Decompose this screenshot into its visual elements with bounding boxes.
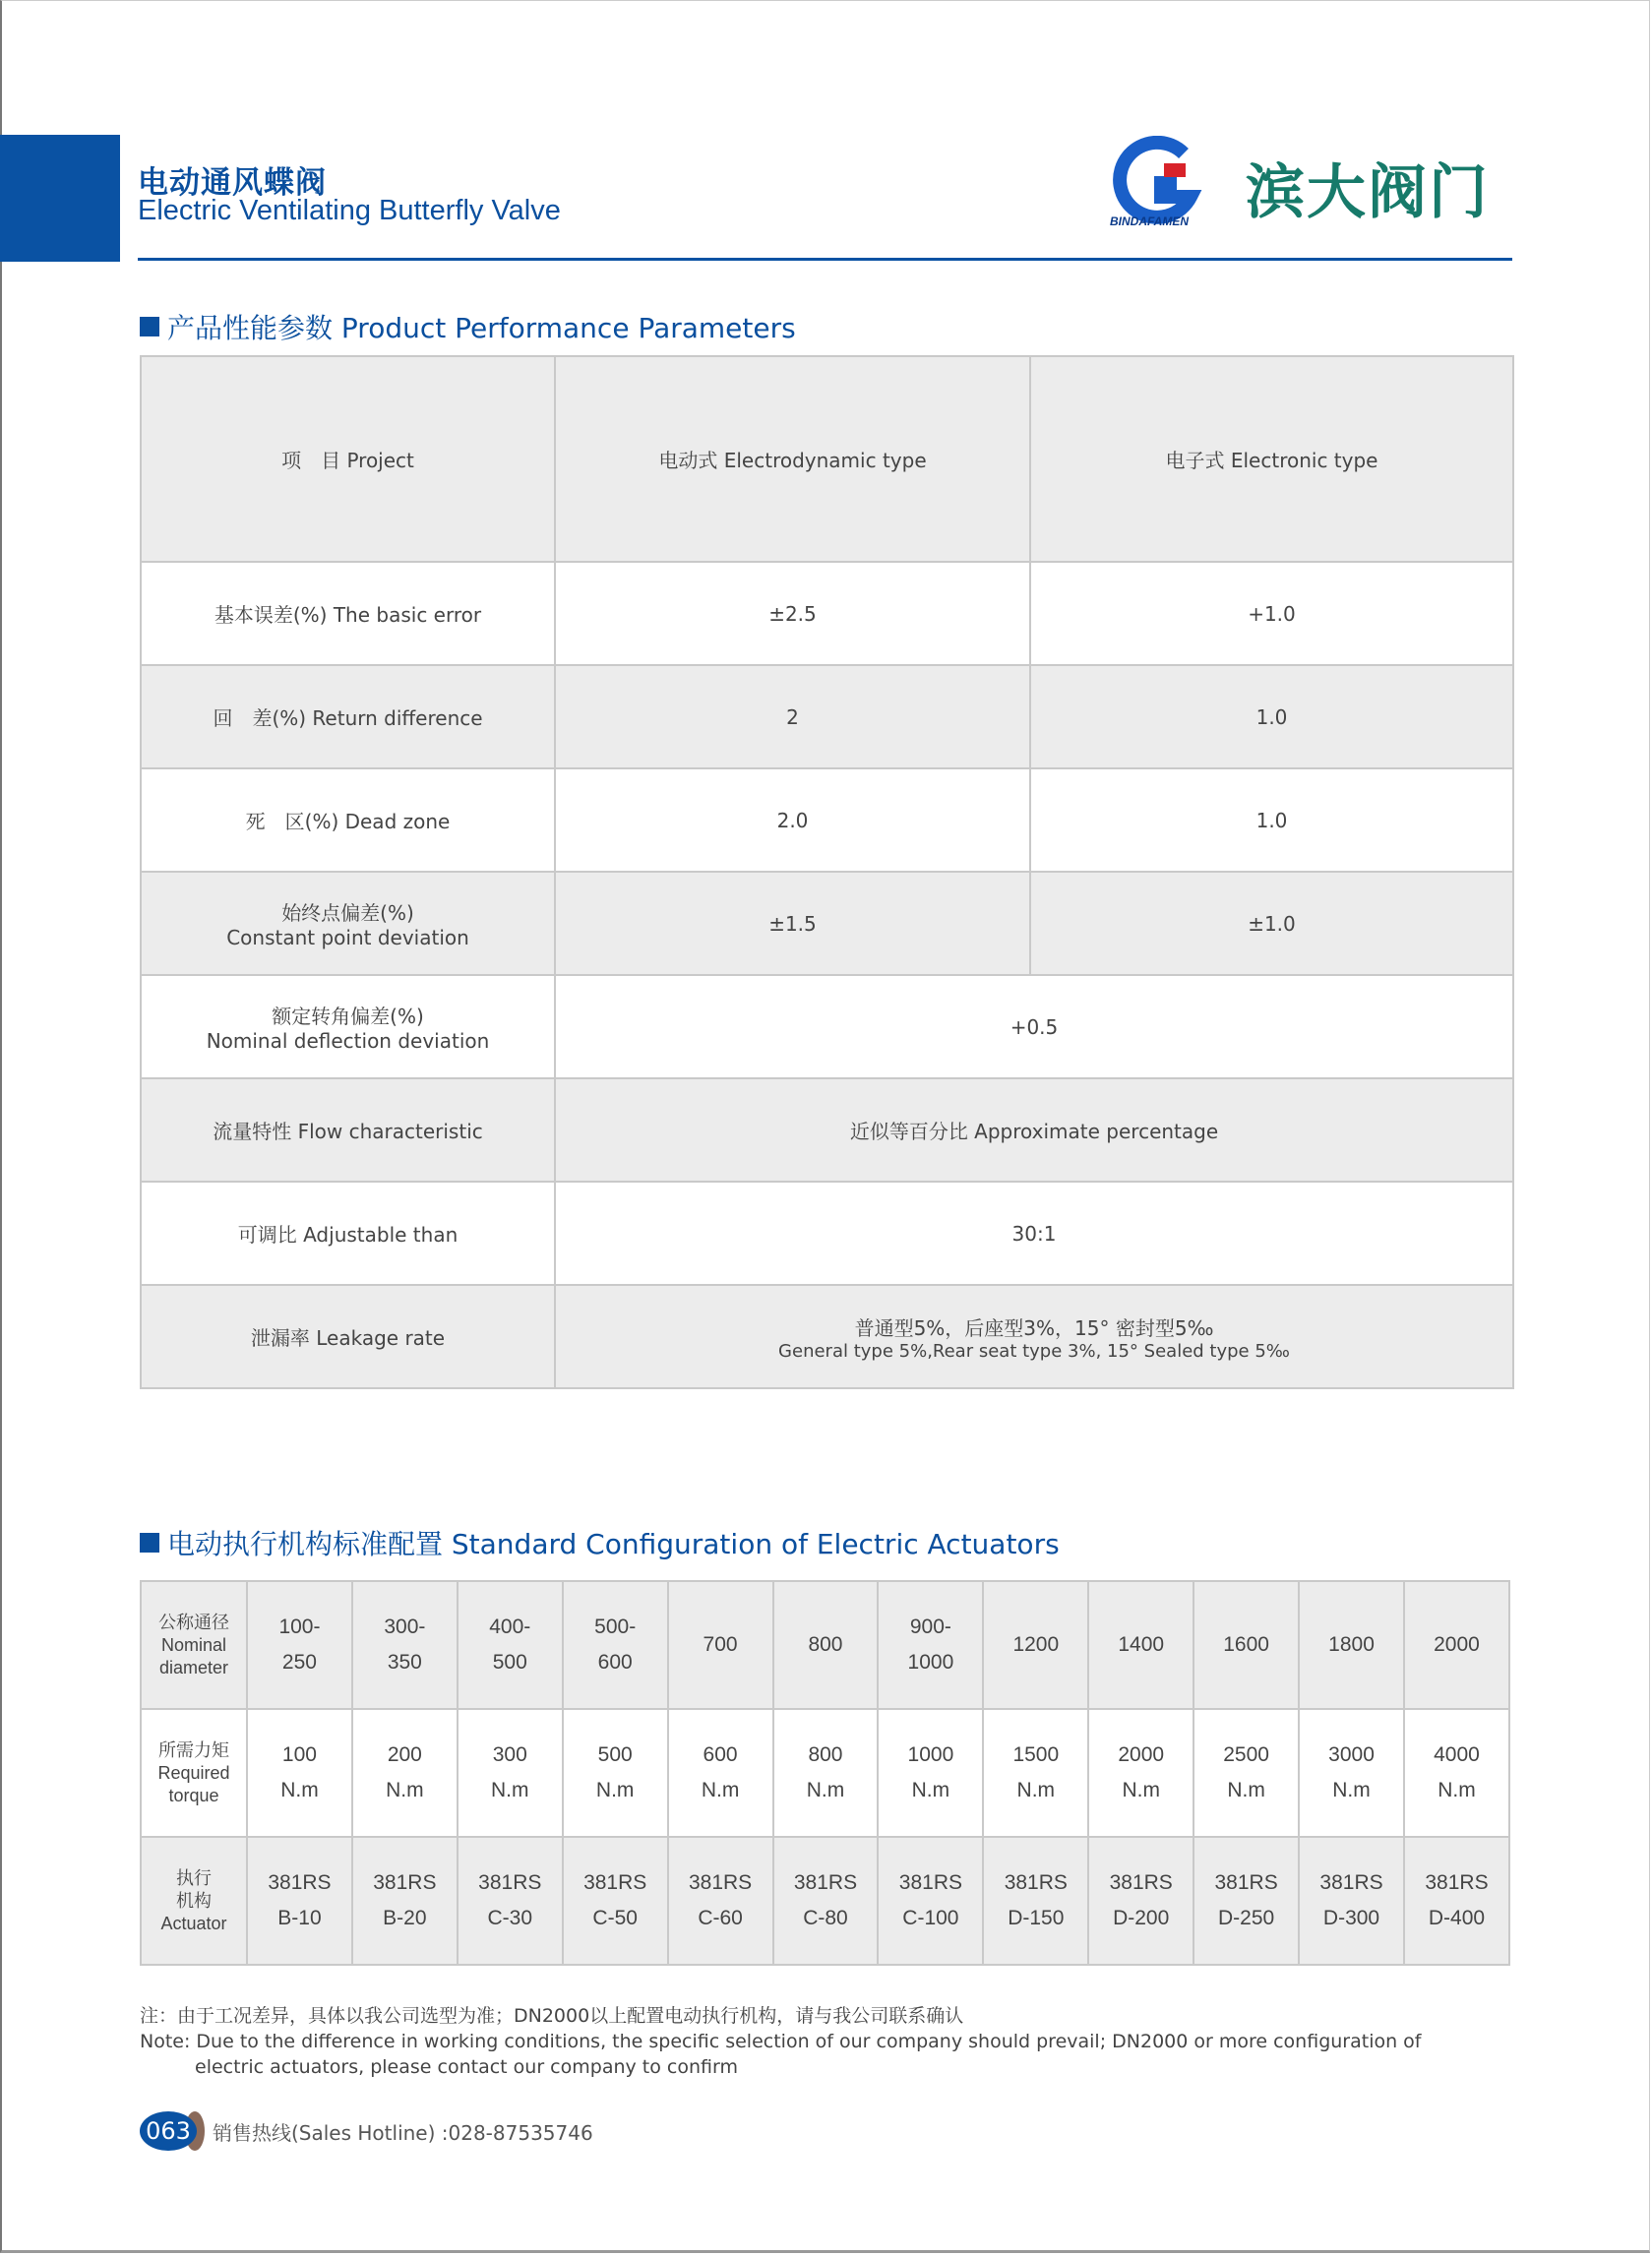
page-title-en: Electric Ventilating Butterfly Valve <box>138 195 561 226</box>
actuator-cell <box>773 1837 879 1965</box>
page-number: 063 <box>140 2111 197 2151</box>
torque-cell <box>1193 1709 1299 1837</box>
header-cell: 项 目 Project <box>141 356 555 562</box>
cell: 近似等百分比 Approximate percentage <box>555 1078 1513 1182</box>
cell-line: N.m <box>386 1779 424 1801</box>
page-title-cn: 电动通风蝶阀 <box>138 165 327 201</box>
table-row <box>141 1182 1513 1285</box>
cell-line: 350 <box>387 1651 422 1674</box>
header-cell: 电子式 Electronic type <box>1030 356 1513 562</box>
actuator-cell <box>247 1837 352 1965</box>
cell: 30:1 <box>555 1182 1513 1285</box>
cell: ±2.5 <box>555 562 1030 665</box>
cell-line: 100- <box>278 1616 321 1638</box>
header-divider <box>138 258 1512 261</box>
table-row <box>141 1078 1513 1182</box>
actuator-cell <box>668 1837 773 1965</box>
cell-line: 1800 <box>1328 1633 1375 1656</box>
cell-line: N.m <box>1332 1779 1371 1801</box>
cell-line: 1200 <box>1012 1633 1060 1656</box>
cell-line: N.m <box>806 1779 845 1801</box>
cell-line: 900- <box>909 1616 951 1638</box>
diameter-cell <box>1088 1581 1193 1709</box>
cell-line: 1000 <box>907 1651 954 1674</box>
actuator-config-table <box>140 1580 1510 1966</box>
cell-line: 381RS <box>1319 1871 1383 1894</box>
note-en: Note: Due to the difference in working conditions, the specific selection of our company should prevail; DN2000 or more configuration of <box>140 2031 1422 2052</box>
actuator-cell <box>1299 1837 1404 1965</box>
actuator-cell <box>563 1837 668 1965</box>
cell-line: N.m <box>911 1779 950 1801</box>
diameter-cell <box>1404 1581 1509 1709</box>
cell-line: B-10 <box>277 1907 322 1929</box>
cell-line: B-20 <box>383 1907 427 1929</box>
cell-line: C-100 <box>902 1907 959 1929</box>
row-label: 死 区(%) Dead zone <box>141 768 555 872</box>
actuator-cell <box>1193 1837 1299 1965</box>
cell: 1.0 <box>1030 768 1513 872</box>
row-label: 流量特性 Flow characteristic <box>141 1078 555 1182</box>
footnote <box>140 2003 1517 2080</box>
performance-table <box>140 355 1514 1389</box>
label-line: Required <box>157 1762 230 1783</box>
cell-line: 1400 <box>1118 1633 1165 1656</box>
diameter-cell <box>247 1581 352 1709</box>
table-row <box>141 562 1513 665</box>
diameter-cell <box>668 1581 773 1709</box>
cell-line: 2000 <box>1434 1633 1480 1656</box>
cell-line: 700 <box>703 1633 738 1656</box>
cell-line: D-200 <box>1113 1907 1170 1929</box>
logo-text-en: BINDAFAMEN <box>1110 214 1189 228</box>
cell-line: 800 <box>808 1743 843 1766</box>
cell-line: N.m <box>595 1779 635 1801</box>
cell-line: 1000 <box>907 1743 954 1766</box>
cell-line: 500- <box>594 1616 637 1638</box>
cell-line: 600 <box>703 1743 738 1766</box>
row-label: 基本误差(%) The basic error <box>141 562 555 665</box>
actuator-cell <box>983 1837 1088 1965</box>
table-row <box>141 665 1513 768</box>
cell-line: 300 <box>492 1743 527 1766</box>
cell-line: 100 <box>281 1743 317 1766</box>
cell-line: 1600 <box>1223 1633 1269 1656</box>
cell: ±1.0 <box>1030 872 1513 975</box>
table-header-row <box>141 356 1513 562</box>
cell-line: N.m <box>280 1779 319 1801</box>
cell-line: 381RS <box>583 1871 647 1894</box>
cell-line: 250 <box>281 1651 317 1674</box>
section-title: 电动执行机构标准配置 Standard Configuration of Electric Actuators <box>167 1528 1060 1560</box>
cell-line: C-60 <box>698 1907 743 1929</box>
row-label: 泄漏率 Leakage rate <box>141 1285 555 1388</box>
sales-hotline: 销售热线(Sales Hotline) :028-87535746 <box>213 2120 593 2145</box>
actuator-cell <box>1404 1837 1509 1965</box>
cell-line: N.m <box>1438 1779 1476 1801</box>
actuator-cell <box>1088 1837 1193 1965</box>
section-title: 产品性能参数 Product Performance Parameters <box>167 312 796 344</box>
row-label: 回 差(%) Return difference <box>141 665 555 768</box>
cell-line: 381RS <box>1004 1871 1068 1894</box>
table-row <box>141 768 1513 872</box>
cell-line: D-300 <box>1322 1907 1380 1929</box>
page-footer <box>140 2111 593 2151</box>
note-cn: 注：由于工况差异，具体以我公司选型为准；DN2000以上配置电动执行机构，请与我公司联系确认 <box>140 2005 964 2027</box>
square-bullet-icon <box>140 1533 159 1553</box>
cell-line: 2000 <box>1118 1743 1165 1766</box>
square-bullet-icon <box>140 317 159 336</box>
table-row <box>141 872 1513 975</box>
cell-line: 300- <box>384 1616 426 1638</box>
cell-line: D-250 <box>1218 1907 1275 1929</box>
cell-line: C-50 <box>592 1907 638 1929</box>
label-line: diameter <box>158 1657 229 1677</box>
torque-cell <box>458 1709 563 1837</box>
company-logo <box>1110 136 1503 234</box>
cell: 1.0 <box>1030 665 1513 768</box>
cell: 2.0 <box>555 768 1030 872</box>
header-cell: 电动式 Electrodynamic type <box>555 356 1030 562</box>
cell-line: 500 <box>492 1651 527 1674</box>
table-row-torque <box>141 1709 1509 1837</box>
label-line: 执行 <box>176 1867 212 1888</box>
cell-line: 1500 <box>1012 1743 1060 1766</box>
cell-line: 200 <box>387 1743 422 1766</box>
actuator-cell <box>352 1837 458 1965</box>
diameter-cell <box>983 1581 1088 1709</box>
label-line: 机构 <box>176 1890 212 1911</box>
label-en: Constant point deviation <box>226 926 469 949</box>
cell-line: N.m <box>1122 1779 1160 1801</box>
torque-cell <box>668 1709 773 1837</box>
section-heading-actuators <box>140 1523 1060 1562</box>
cell-line: D-400 <box>1428 1907 1486 1929</box>
logo-text-cn: 滨大阀门 <box>1246 158 1490 227</box>
cell-line: N.m <box>491 1779 529 1801</box>
cell-line: N.m <box>1016 1779 1056 1801</box>
row-label <box>141 1709 247 1837</box>
diameter-cell <box>878 1581 983 1709</box>
header-accent-block <box>0 135 120 262</box>
label-line: torque <box>168 1785 219 1805</box>
cell: 2 <box>555 665 1030 768</box>
cell-line: 381RS <box>478 1871 542 1894</box>
torque-cell <box>1404 1709 1509 1837</box>
cell-line: 600 <box>597 1651 633 1674</box>
table-row-actuator <box>141 1837 1509 1965</box>
row-label <box>141 1581 247 1709</box>
label-line: 所需力矩 <box>158 1739 229 1760</box>
note-en-cont: electric actuators, please contact our company to confirm <box>195 2056 738 2078</box>
row-label: 可调比 Adjustable than <box>141 1182 555 1285</box>
torque-cell <box>1299 1709 1404 1837</box>
cell-line: 381RS <box>268 1871 332 1894</box>
diameter-cell <box>1193 1581 1299 1709</box>
cell-line: 2500 <box>1223 1743 1269 1766</box>
cell-line: 400- <box>489 1616 531 1638</box>
row-label <box>141 1837 247 1965</box>
torque-cell <box>983 1709 1088 1837</box>
actuator-cell <box>878 1837 983 1965</box>
cell-line: 381RS <box>898 1871 962 1894</box>
torque-cell <box>878 1709 983 1837</box>
label-en: Nominal deflection deviation <box>206 1029 490 1053</box>
cell-line: 800 <box>808 1633 843 1656</box>
cell-line: 3000 <box>1328 1743 1375 1766</box>
diameter-cell <box>773 1581 879 1709</box>
diameter-cell <box>352 1581 458 1709</box>
torque-cell <box>773 1709 879 1837</box>
diameter-cell <box>563 1581 668 1709</box>
cell-line: 381RS <box>373 1871 437 1894</box>
torque-cell <box>247 1709 352 1837</box>
torque-cell <box>1088 1709 1193 1837</box>
cell-line: N.m <box>1227 1779 1265 1801</box>
diameter-cell <box>1299 1581 1404 1709</box>
cell: +1.0 <box>1030 562 1513 665</box>
cell: ±1.5 <box>555 872 1030 975</box>
row-label <box>141 872 555 975</box>
cell <box>555 1285 1513 1388</box>
label-cn: 额定转角偏差(%) <box>272 1005 424 1028</box>
cell-line: 500 <box>597 1743 633 1766</box>
cell-line: 381RS <box>1214 1871 1278 1894</box>
cell-line-cn: 普通型5%，后座型3%，15° 密封型5‰ <box>854 1315 1214 1340</box>
label-cn: 始终点偏差(%) <box>281 901 414 925</box>
cell-line: D-150 <box>1008 1907 1065 1929</box>
cell: +0.5 <box>555 975 1513 1078</box>
cell-line: N.m <box>701 1779 740 1801</box>
cell-line: 381RS <box>793 1871 858 1894</box>
table-row <box>141 975 1513 1078</box>
cell-line: C-30 <box>487 1907 533 1929</box>
cell-line: C-80 <box>803 1907 848 1929</box>
table-row <box>141 1285 1513 1388</box>
table-row-diameter <box>141 1581 1509 1709</box>
row-label <box>141 975 555 1078</box>
cell-line: 381RS <box>688 1871 753 1894</box>
torque-cell <box>563 1709 668 1837</box>
torque-cell <box>352 1709 458 1837</box>
section-heading-performance <box>140 307 796 346</box>
cell-line-en: General type 5%,Rear seat type 3%, 15° Sealed type 5‰ <box>778 1340 1290 1362</box>
label-line: Nominal <box>160 1634 227 1655</box>
actuator-cell <box>458 1837 563 1965</box>
label-line: Actuator <box>160 1913 227 1933</box>
diameter-cell <box>458 1581 563 1709</box>
label-line: 公称通径 <box>158 1612 229 1632</box>
cell-line: 381RS <box>1109 1871 1173 1894</box>
cell-line: 381RS <box>1425 1871 1489 1894</box>
cell-line: 4000 <box>1434 1743 1480 1766</box>
